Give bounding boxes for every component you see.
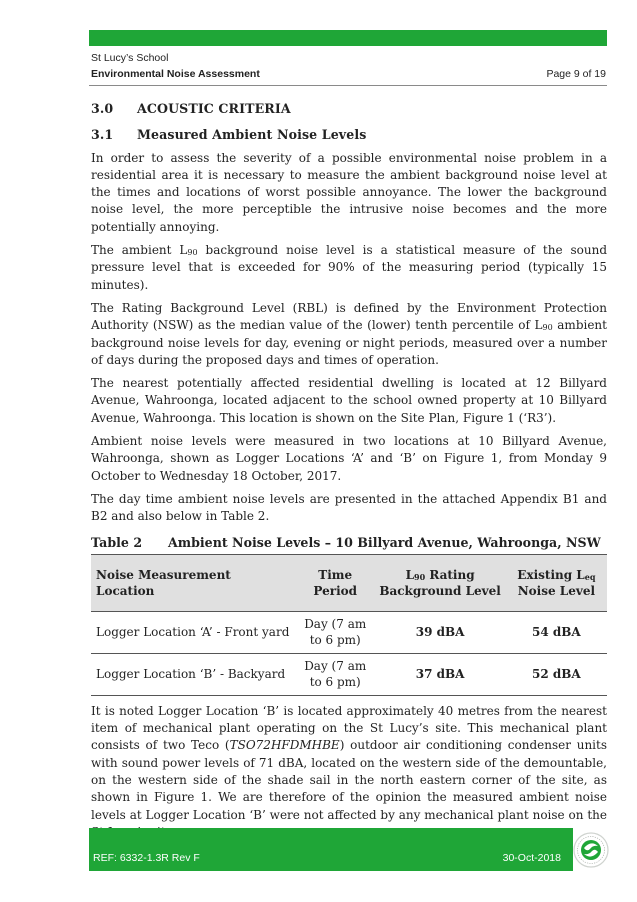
paragraph-5: Ambient noise levels were measured in two locations at 10 Billyard Avenue, Wahroonga, shown as Logger Locations ‘A’ and ‘B’ on Figure 1, from Monday 9 October to Wednesday 18 October, 2017. (91, 434, 607, 483)
subsection-title: Measured Ambient Noise Levels (137, 127, 367, 143)
paragraph-7: It is noted Logger Location ‘B’ is located approximately 40 metres from the nearest item of mechanical plant operating on the St Lucy’s site. This mechanical plant consists of two Teco (TSO72HFDMHBE) outdoor air conditioning condenser units with sound power levels of 71 dBA, located on the western side of the demountable, on the western side of the shade sail in the north eastern corner of the site, as shown in Figure 1. We are therefore of the opinion the measured ambient noise levels at Logger Location ‘B’ were not affected by any mechanical plant noise on the (91, 703, 608, 822)
cell-location: Logger Location ‘B’ - Backyard (91, 653, 296, 695)
cell-leq: 52 dBA (506, 653, 607, 695)
header-location: Noise Measurement Location (91, 554, 296, 611)
header-green-bar (89, 30, 607, 46)
paragraph-1: In order to assess the severity of a possible environmental noise problem in a residential area it is necessary to measure the ambient background noise level at the times and locations of worst possible annoyance. The lower the background noise level, the more perceptible the intrusive noise becomes and the more potentially annoying. (91, 150, 607, 234)
table-row (91, 611, 607, 653)
paragraph-3: The Rating Background Level (RBL) is defined by the Environment Protection Authority (NSW) as the median value of the (lower) tenth percentile of $L_{90}$ ambient background noise levels for day, evening or night periods, measured over a number of days during the proposed days and times of operation. (91, 300, 607, 367)
footer-reference: REF: 6332-1.3R Rev F (93, 852, 200, 864)
paragraph-2: The ambient $L_{90}$ background noise level is a statistical measure of the sound pressure level that is exceeded for 90% of the measuring period (typically 15 minutes). (91, 243, 608, 292)
header-existing-noise-level: Existing $L_{eq}$ Noise Level (506, 554, 607, 611)
table-number: Table 2 (91, 534, 143, 550)
table-row (91, 653, 607, 695)
header-divider (89, 85, 607, 86)
header-time-period: Time Period (296, 554, 374, 611)
header-document-title: Environmental Noise Assessment (91, 68, 260, 80)
table-header-row (91, 554, 607, 611)
subsection-heading (91, 126, 607, 143)
paragraph-6: The day time ambient noise levels are presented in the attached Appendix B1 and B2 and also below in Table 2. (91, 491, 607, 524)
table-title: Ambient Noise Levels – 10 Billyard Avenue, Wahroonga, NSW (168, 534, 601, 550)
subsection-number: 3.1 (91, 127, 114, 143)
footer-date: 30-Oct-2018 (502, 852, 561, 864)
cell-leq: 54 dBA (506, 611, 607, 653)
header-rating-background-level: $L_{90}$ Rating Background Level (374, 554, 505, 611)
section-title: ACOUSTIC CRITERIA (137, 101, 291, 116)
footer-green-bar (89, 828, 573, 871)
cell-rbl: 37 dBA (374, 653, 505, 695)
cell-time-period: Day (7 am to 6 pm) (296, 653, 374, 695)
company-logo-icon (572, 828, 610, 872)
ambient-noise-table (91, 554, 607, 696)
section-number: 3.0 (91, 101, 114, 116)
cell-time-period: Day (7 am to 6 pm) (296, 611, 374, 653)
paragraph-4: The nearest potentially affected residential dwelling is located at 12 Billyard Avenue, Wahroonga, located adjacent to the school owned property at 10 Billyard Avenue, Wahroonga. This location is shown on the Site Plan, Figure 1 (‘R3’). (91, 376, 607, 425)
table-caption (91, 534, 607, 551)
header-school-name: St Lucy’s School (91, 52, 169, 64)
cell-rbl: 39 dBA (374, 611, 505, 653)
header-page-number: Page 9 of 19 (546, 68, 606, 80)
page-content (91, 100, 607, 847)
section-heading (91, 100, 607, 117)
cell-location: Logger Location ‘A’ - Front yard (91, 611, 296, 653)
